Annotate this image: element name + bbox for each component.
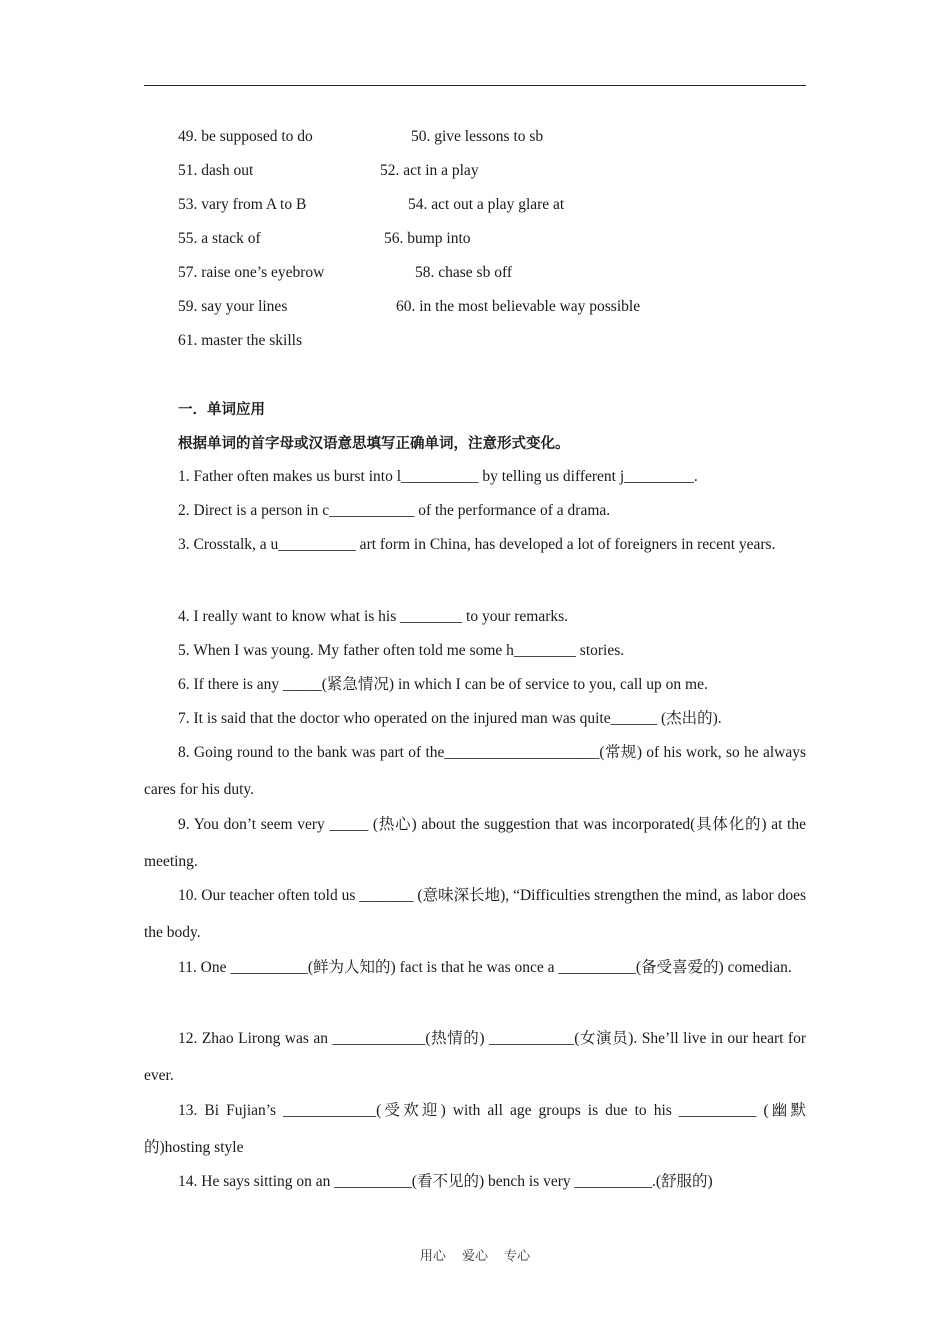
phrase-item: 56. bump into [384, 230, 471, 247]
phrase-item: 52. act in a play [380, 162, 479, 179]
phrase-row [178, 161, 806, 181]
phrase-item: 54. act out a play glare at [408, 196, 565, 213]
exercise-item: 10. Our teacher often told us _______ (意味深长地), “Difficulties strengthen the mind, as labor does the body. [144, 887, 806, 941]
phrase-item: 51. dash out [178, 162, 254, 179]
phrase-row [178, 263, 806, 283]
phrase-item: 49. be supposed to do [178, 128, 313, 145]
exercise-item: 11. One __________(鲜为人知的) fact is that he was once a __________(备受喜爱的) comedian. [178, 959, 792, 976]
footer-motto: 用心 [419, 1249, 446, 1264]
exercise-item: 8. Going round to the bank was part of the____________________(常规) of his work, so he always cares for his duty. [144, 744, 806, 798]
exercise-item: 9. You don’t seem very _____ (热心) about the suggestion that was incorporated(具体化的) at the meeting. [144, 816, 806, 870]
phrase-item: 59. say your lines [178, 298, 288, 315]
phrase-item: 55. a stack of [178, 230, 261, 247]
exercise-item: 12. Zhao Lirong was an ____________(热情的) ___________(女演员). She’ll live in our heart for ever. [144, 1030, 806, 1084]
phrase-row [178, 331, 806, 351]
exercise-item: 1. Father often makes us burst into l__________ by telling us different j_________. [178, 468, 698, 485]
exercise-item: 2. Direct is a person in c___________ of the performance of a drama. [178, 502, 611, 519]
footer-motto: 专心 [504, 1249, 531, 1264]
exercise-item: 3. Crosstalk, a u__________ art form in China, has developed a lot of foreigners in recent years. [178, 536, 776, 553]
header-rule [144, 85, 806, 86]
exercise-item: 14. He says sitting on an __________(看不见的) bench is very __________.(舒服的) [178, 1173, 713, 1190]
exercise-item: 7. It is said that the doctor who operated on the injured man was quite______ (杰出的). [178, 710, 722, 727]
phrase-item: 60. in the most believable way possible [396, 298, 641, 315]
page-footer [0, 1247, 950, 1267]
phrase-item: 57. raise one’s eyebrow [178, 264, 325, 281]
phrase-row [178, 229, 806, 249]
exercise-item: 4. I really want to know what is his ________ to your remarks. [178, 608, 569, 625]
phrase-row [178, 195, 806, 215]
phrase-item: 58. chase sb off [415, 264, 512, 281]
phrase-row [178, 127, 806, 147]
exercise-item: 13. Bi Fujian’s ____________(受欢迎) with all age groups is due to his __________ (幽默的)hosting style [144, 1102, 806, 1156]
phrase-item: 53. vary from A to B [178, 196, 307, 213]
section-heading: 一．单词应用 [178, 402, 265, 418]
phrase-row [178, 297, 806, 317]
footer-motto: 爱心 [461, 1249, 488, 1264]
phrase-item: 61. master the skills [178, 332, 302, 349]
phrase-item: 50. give lessons to sb [411, 128, 544, 145]
exercise-item: 5. When I was young. My father often told me some h________ stories. [178, 642, 625, 659]
section-instruction: 根据单词的首字母或汉语意思填写正确单词，注意形式变化。 [178, 436, 570, 452]
exercise-item: 6. If there is any _____(紧急情况) in which I can be of service to you, call up on me. [178, 676, 708, 693]
